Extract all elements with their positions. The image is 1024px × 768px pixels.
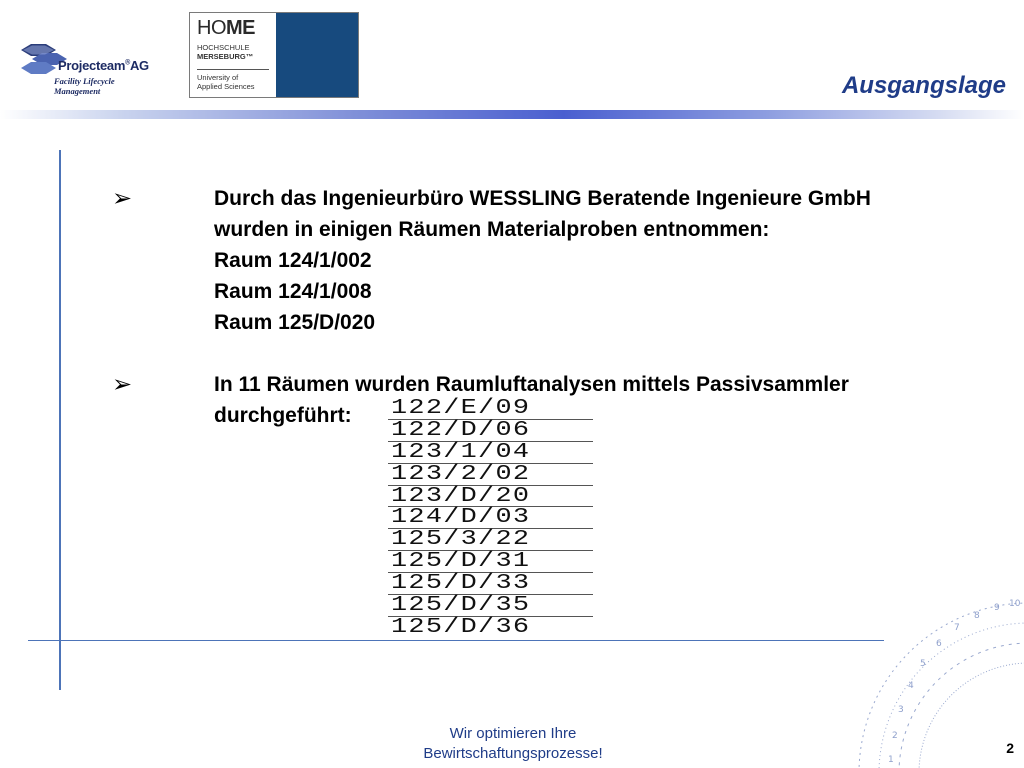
list-item: 125/D/31 bbox=[388, 551, 593, 573]
home-logo-line1: HOCHSCHULE bbox=[197, 43, 250, 52]
list-item: 123/2/02 bbox=[388, 464, 593, 486]
svg-text:7: 7 bbox=[954, 623, 960, 633]
footer-slogan-line2: Bewirtschaftungsprozesse! bbox=[423, 745, 603, 762]
list-item: 123/1/04 bbox=[388, 442, 593, 464]
bullet1-line: wurden in einigen Räumen Materialproben entnommen: bbox=[214, 218, 770, 241]
projecteam-name: Projecteam®AG bbox=[58, 58, 149, 73]
list-item: 125/D/33 bbox=[388, 573, 593, 595]
horizontal-accent-line bbox=[28, 640, 884, 641]
hochschule-merseburg-logo bbox=[189, 12, 359, 98]
vertical-accent-line bbox=[59, 150, 61, 690]
list-item: 124/D/03 bbox=[388, 507, 593, 529]
svg-text:2: 2 bbox=[892, 731, 898, 741]
bullet1-line: Raum 125/D/020 bbox=[214, 311, 376, 334]
projecteam-logo bbox=[18, 42, 153, 96]
list-item: 122/E/09 bbox=[388, 398, 593, 420]
home-logo-line4: Applied Sciences bbox=[197, 82, 255, 91]
svg-text:10: 10 bbox=[1009, 599, 1021, 609]
home-logo-divider bbox=[197, 69, 269, 70]
projecteam-tagline: Facility Lifecycle Management bbox=[54, 76, 115, 96]
bullet2-line: durchgeführt: bbox=[214, 404, 352, 427]
header-gradient-bar bbox=[0, 110, 1024, 119]
svg-text:3: 3 bbox=[898, 705, 904, 715]
footer-slogan-line1: Wir optimieren Ihre bbox=[449, 725, 577, 742]
bullet1-text bbox=[214, 183, 871, 338]
list-item: 123/D/20 bbox=[388, 486, 593, 508]
slide-title: Ausgangslage bbox=[841, 72, 1006, 99]
svg-text:5: 5 bbox=[920, 659, 926, 669]
room-list bbox=[388, 398, 593, 639]
home-logo-line2: MERSEBURG™ bbox=[197, 52, 254, 61]
list-item: 125/D/36 bbox=[391, 615, 531, 639]
svg-text:1: 1 bbox=[888, 755, 894, 765]
bullet1-line: Raum 124/1/008 bbox=[214, 280, 372, 303]
home-logo-line3: University of bbox=[197, 73, 239, 82]
bullet1-line: Durch das Ingenieurbüro WESSLING Beratende Ingenieure GmbH bbox=[214, 187, 871, 210]
svg-text:8: 8 bbox=[974, 611, 980, 621]
page-number: 2 bbox=[1006, 740, 1014, 756]
svg-text:4: 4 bbox=[908, 681, 914, 691]
bullet1-line: Raum 124/1/002 bbox=[214, 249, 372, 272]
decorative-dial-icon bbox=[844, 588, 1024, 768]
svg-text:9: 9 bbox=[994, 603, 1000, 613]
bullet-arrow-icon: ➢ bbox=[112, 185, 133, 212]
home-logo-title: HOME bbox=[197, 17, 255, 39]
footer-slogan bbox=[408, 724, 618, 764]
home-logo-blue-block bbox=[276, 13, 358, 97]
bullet2-line: In 11 Räumen wurden Raumluftanalysen mittels Passivsammler bbox=[214, 373, 849, 396]
list-item: 125/3/22 bbox=[388, 529, 593, 551]
list-item: 125/D/35 bbox=[388, 595, 593, 617]
bullet-arrow-icon: ➢ bbox=[112, 371, 133, 398]
svg-text:6: 6 bbox=[936, 639, 942, 649]
list-item: 122/D/06 bbox=[388, 420, 593, 442]
